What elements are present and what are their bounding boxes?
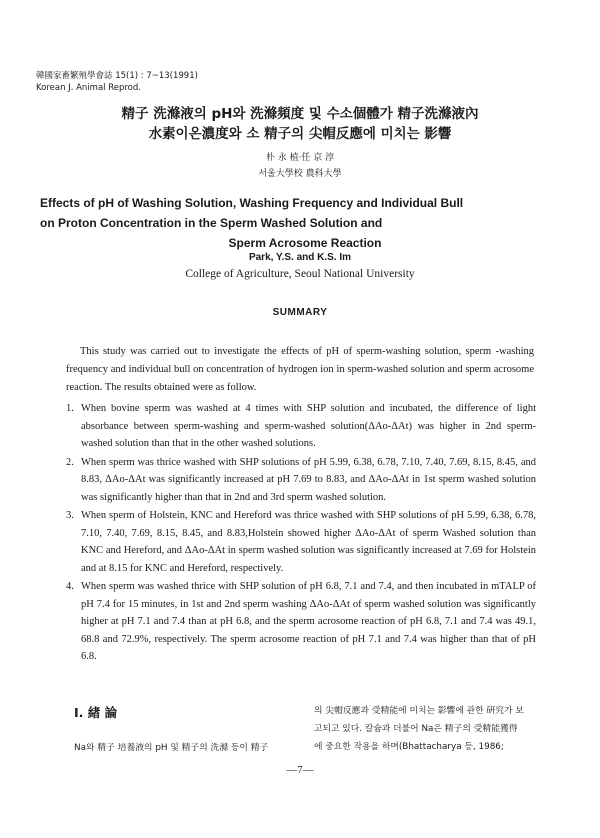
- intro-right-line-1: 의 尖帽反應과 受精能에 미치는 影響에 관한 硏究가 보: [314, 706, 524, 716]
- summary-results-list: [66, 400, 536, 667]
- summary-intro-text: This study was carried out to investigate the effects of pH of sperm-washing solution, sperm -washing frequency and individual bull on concentration of hydrogen ion in sperm-washed solution and sperm acrosome reaction. The results obtained were as follow.: [66, 346, 534, 393]
- journal-citation: 韓國家畜繁殖學會誌 15(1) : 7~13(1991): [36, 71, 198, 81]
- result-item-text: When sperm was thrice washed with SHP solutions of pH 5.99, 6.38, 6.78, 7.10, 7.40, 7.69, 8.15, 8.45, and 8.83, ΔAo-ΔAt was significantly increased at pH 7.69 to 8.83, and ΔAo-ΔAt in 1st sperm washed solution was significantly higher than that in 2nd and 3rd sperm washed solution.: [81, 456, 536, 503]
- english-title-line-2: on Proton Concentration in the Sperm Washed Solution and: [40, 216, 383, 230]
- korean-authors: 朴 永 植·任 京 淳: [265, 153, 335, 163]
- english-title: [40, 193, 570, 253]
- result-item-number: 4.: [66, 581, 74, 592]
- journal-header: [36, 70, 198, 94]
- result-item-3: [66, 507, 536, 577]
- result-item-number: 1.: [66, 403, 74, 414]
- korean-title-line-1: 精子 洗滌液의 pH와 洗滌頻度 및 수소個體가 精子洗滌液內: [121, 106, 479, 122]
- english-authors: Park, Y.S. and K.S. Im: [248, 252, 352, 263]
- english-affiliation: College of Agriculture, Seoul National University: [185, 268, 415, 280]
- result-item-1: [66, 400, 536, 453]
- intro-right-line-2: 고되고 있다. 칼슘과 더불어 Na은 精子의 受精能獲得: [314, 724, 518, 734]
- page-number: —7—: [286, 764, 314, 776]
- result-item-text: When sperm was washed thrice with SHP solution of pH 6.8, 7.1 and 7.4, and then incubated in mTALP of pH 7.4 for 15 minutes, in 1st and 2nd sperm washing ΔAo-ΔAt of sperm washed solution was significantly higher at pH 7.1 and 7.4 than at pH 6.8, and the sperm acrosome reaction of pH 6.8, 7.1 and 7.4 was 49.1, 68.8 and 72.9%, respectively. The sperm acrosome reaction of pH 7.1 and 7.4 was higher than that of pH 6.8.: [81, 581, 536, 662]
- result-item-text: When sperm of Holstein, KNC and Hereford was thrice washed with SHP solutions of pH 5.99, 6.38, 6.78, 7.10, 7.40, 7.69, 8.15, 8.45, and 8.83,Holstein showed higher ΔAo-ΔAt of sperm Washed solution than KNC and Hereford, and ΔAo-ΔAt in sperm washed solution was significantly increased at 7.69 for Holstein and at 8.15 for KNC and Hereford, respectively.: [81, 510, 536, 574]
- section-heading-introduction: Ⅰ. 緖 論: [74, 705, 118, 720]
- intro-right-line-3: 에 중요한 작용을 하며(Bhattacharya 등, 1986;: [314, 742, 504, 752]
- summary-heading: SUMMARY: [272, 307, 328, 318]
- english-title-line-1: Effects of pH of Washing Solution, Washing Frequency and Individual Bull: [40, 196, 464, 210]
- intro-left-column: Na와 精子 培養液의 pH 및 精子의 洗滌 등이 精子: [74, 743, 269, 753]
- result-item-4: [66, 578, 536, 666]
- journal-name: Korean J. Animal Reprod.: [36, 83, 141, 93]
- english-title-line-3: Sperm Acrosome Reaction: [228, 236, 382, 250]
- intro-right-column: [314, 702, 544, 756]
- korean-title: [0, 104, 600, 144]
- result-item-number: 3.: [66, 510, 74, 521]
- result-item-number: 2.: [66, 456, 74, 468]
- summary-intro: [66, 343, 534, 397]
- korean-affiliation: 서울大學校 農科大學: [258, 169, 342, 179]
- result-item-2: [66, 454, 536, 507]
- result-item-text: When bovine sperm was washed at 4 times with SHP solution and incubated, the difference of light absorbance between sperm-washing and sperm-washed solution(ΔAo-ΔAt) was higher in 2nd sperm-washed solution than that in the other washed solutions.: [81, 403, 536, 449]
- korean-title-line-2: 水素이온濃度와 소 精子의 尖帽反應에 미치는 影響: [148, 126, 452, 142]
